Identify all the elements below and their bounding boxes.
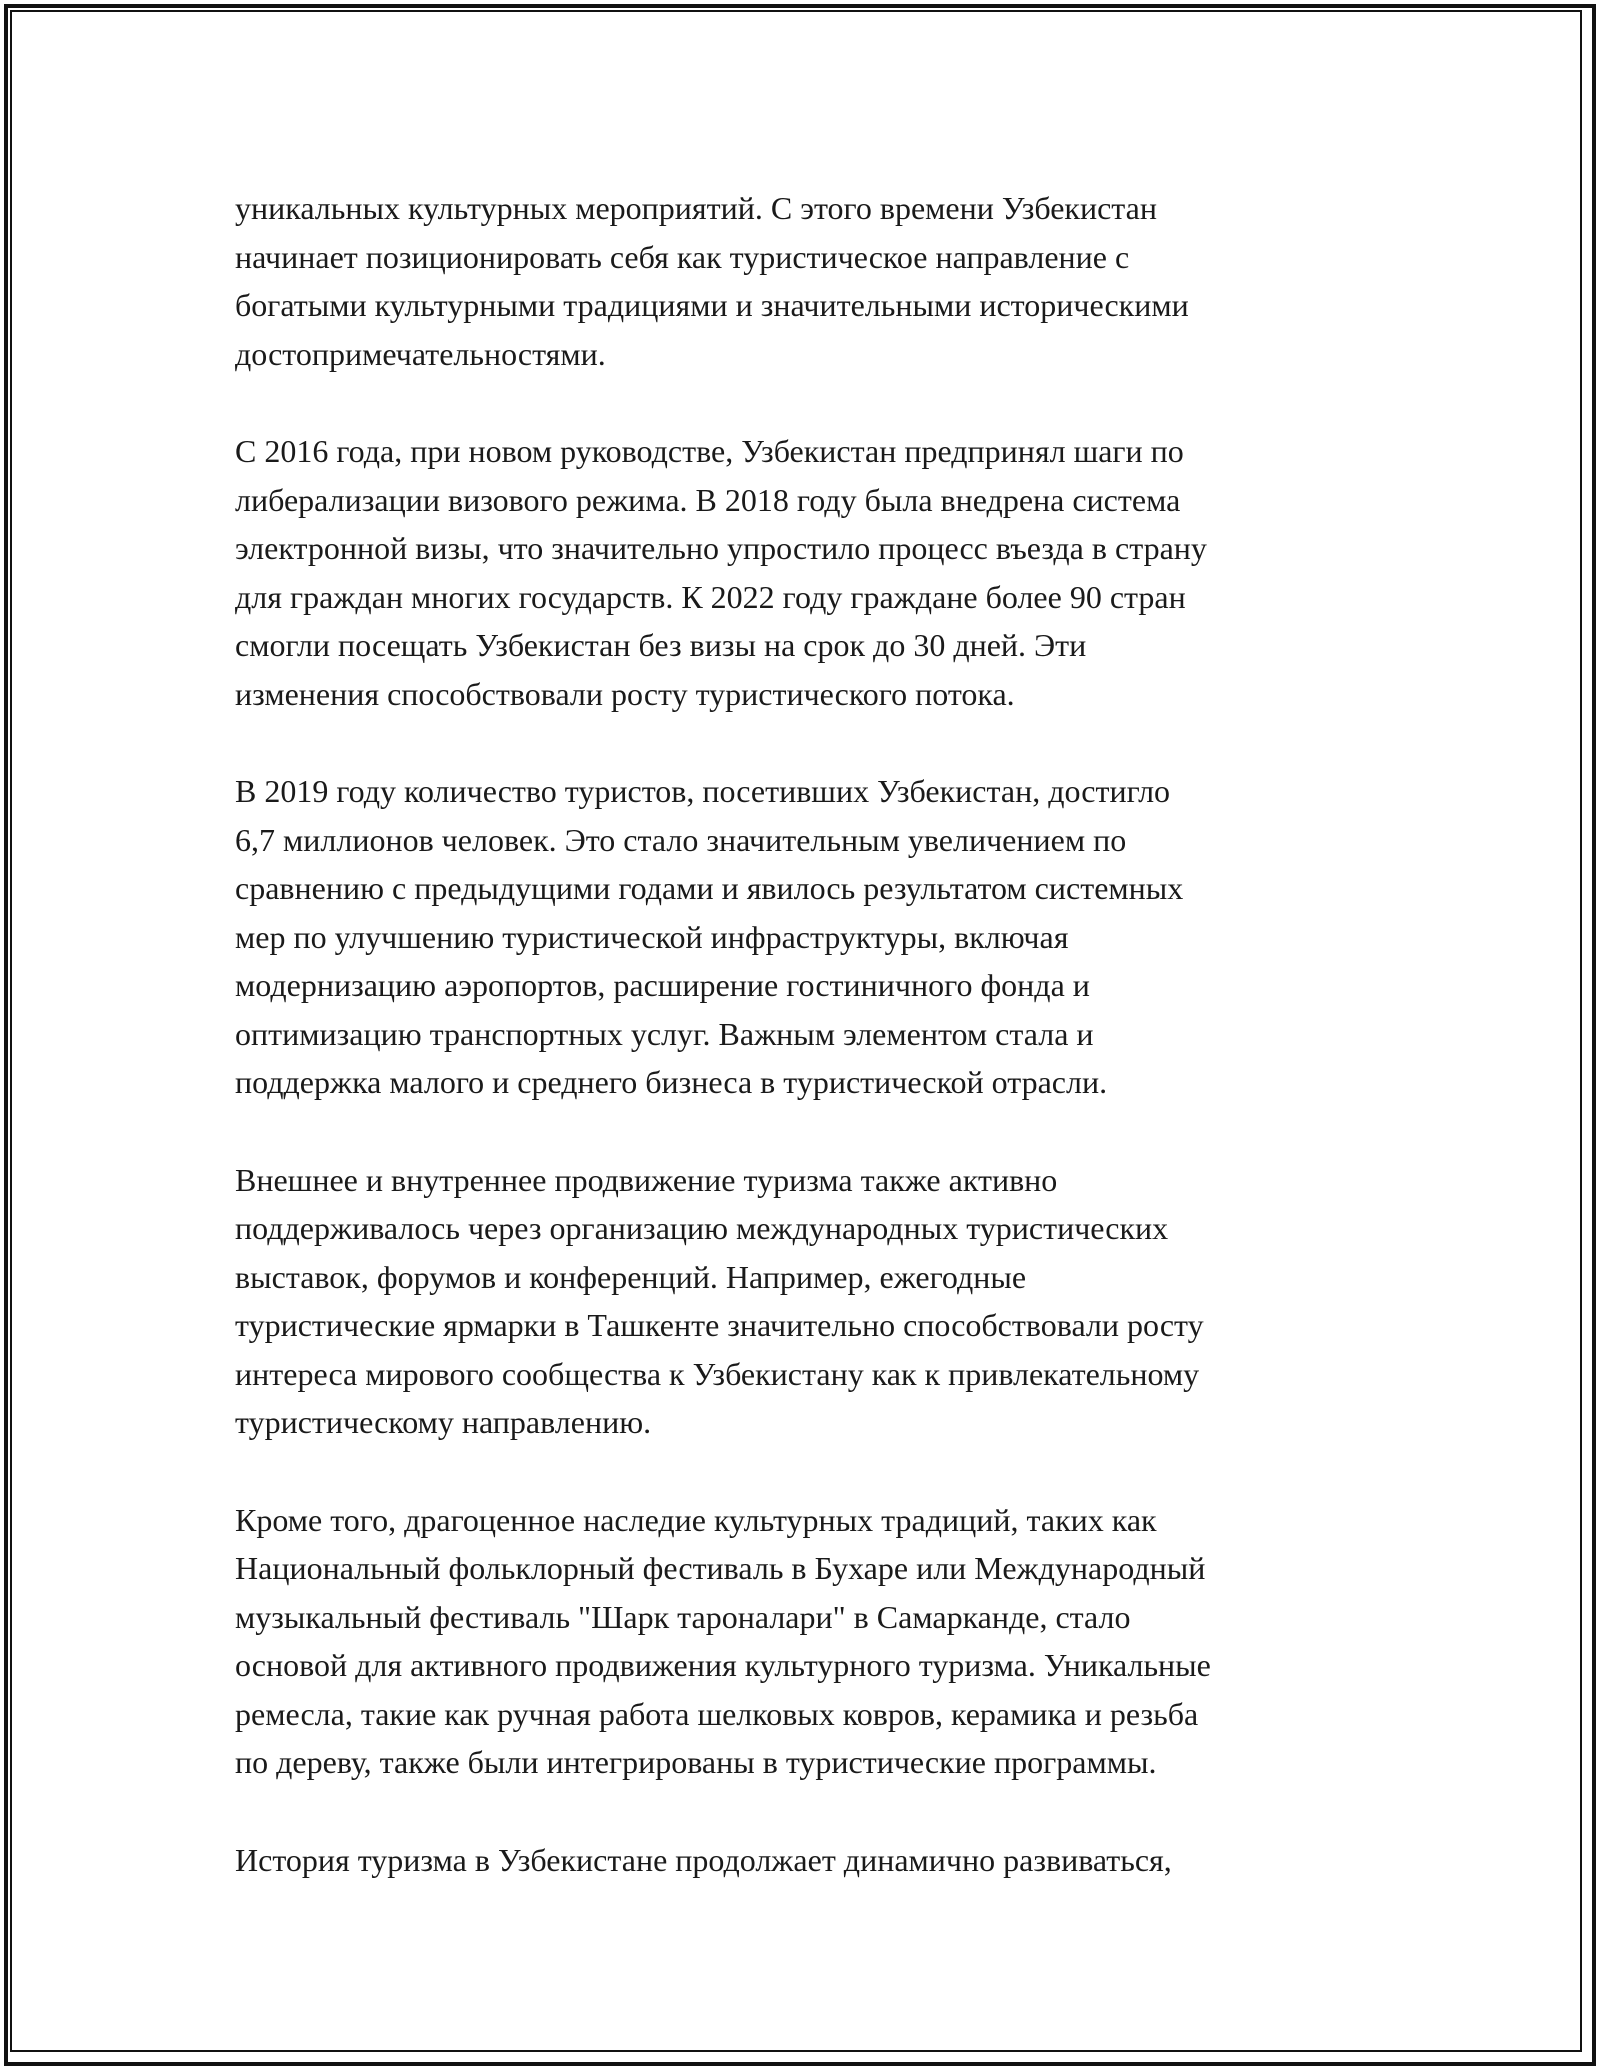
text-line: Внешнее и внутреннее продвижение туризма также активно [235, 1161, 1058, 1198]
text-line: богатыми культурными традициями и значительными историческими [235, 287, 1189, 323]
paragraph-6 [235, 1836, 1385, 1885]
text-line: С 2016 года, при новом руководстве, Узбекистан предпринял шаги по [235, 433, 1184, 469]
text-line: В 2019 году количество туристов, посетивших Узбекистан, достигло [235, 773, 1171, 809]
text-line: электронной визы, что значительно упростило процесс въезда в страну [235, 530, 1207, 566]
text-line: мер по улучшению туристической инфраструктуры, включая [235, 918, 1069, 955]
text-line: сравнению с предыдущими годами и явилось результатом системных [235, 870, 1184, 906]
text-line: изменения способствовали росту туристического потока. [235, 675, 1015, 712]
text-line: Национальный фольклорный фестиваль в Бухаре или Международный [235, 1550, 1206, 1586]
text-line: уникальных культурных мероприятий. С этого времени Узбекистан [235, 190, 1157, 226]
document-body [235, 184, 1385, 1933]
text-line: основой для активного продвижения культурного туризма. Уникальные [235, 1647, 1211, 1683]
text-line: туристические ярмарки в Ташкенте значительно способствовали росту [235, 1307, 1204, 1343]
text-line: смогли посещать Узбекистан без визы на срок до 30 дней. Эти [235, 627, 1087, 663]
text-line: туристическому направлению. [235, 1404, 652, 1440]
text-line: по дереву, также были интегрированы в туристические программы. [235, 1744, 1157, 1780]
paragraph-2 [235, 427, 1385, 718]
paragraph-3 [235, 767, 1385, 1107]
text-line: 6,7 миллионов человек. Это стало значительным увеличением по [235, 821, 1127, 858]
text-line: оптимизацию транспортных услуг. Важным элементом стала и [235, 1015, 1094, 1052]
paragraph-5 [235, 1496, 1385, 1787]
text-line: начинает позиционировать себя как туристическое направление с [235, 238, 1130, 275]
text-line: либерализации визового режима. В 2018 году была внедрена система [235, 481, 1181, 518]
text-line: выставок, форумов и конференций. Например, ежегодные [235, 1258, 1027, 1295]
text-line: поддерживалось через организацию международных туристических [235, 1210, 1169, 1246]
text-line: музыкальный фестиваль "Шарк тароналари" в Самарканде, стало [235, 1598, 1131, 1635]
text-line: интереса мирового сообщества к Узбекистану как к привлекательному [235, 1355, 1200, 1392]
text-line: Кроме того, драгоценное наследие культурных традиций, таких как [235, 1501, 1157, 1538]
text-line: ремесла, такие как ручная работа шелковых ковров, керамика и резьба [235, 1695, 1199, 1732]
text-line: История туризма в Узбекистане продолжает динамично развиваться, [235, 1841, 1172, 1878]
text-line: достопримечательностями. [235, 335, 606, 372]
paragraph-1 [235, 184, 1385, 378]
text-line: для граждан многих государств. К 2022 году граждане более 90 стран [235, 578, 1186, 615]
text-line: поддержка малого и среднего бизнеса в туристической отрасли. [235, 1064, 1108, 1100]
text-line: модернизацию аэропортов, расширение гостиничного фонда и [235, 967, 1090, 1003]
paragraph-4 [235, 1156, 1385, 1447]
